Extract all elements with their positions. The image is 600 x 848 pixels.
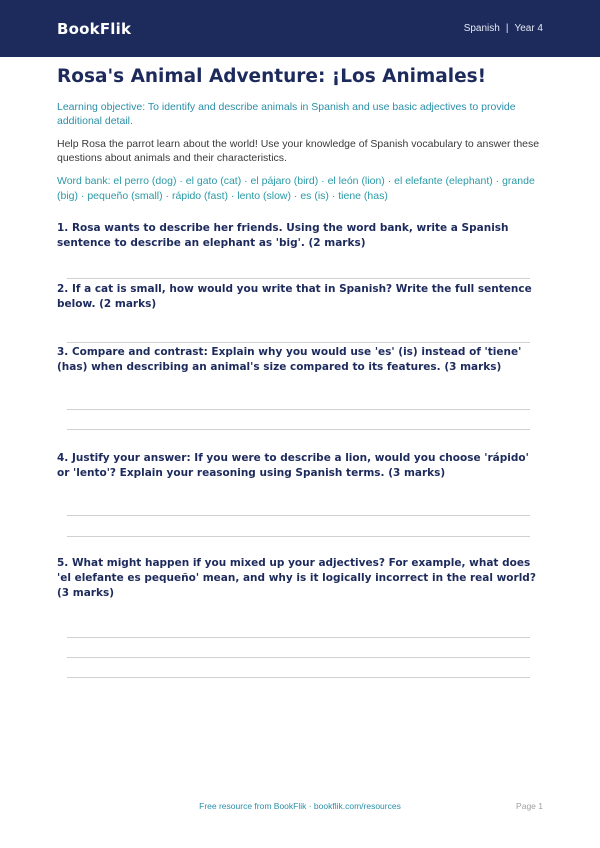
word-bank: Word bank: el perro (dog) · el gato (cat) · el pájaro (bird) · el león (lion) · el elefante (elephant) · grande (big) · pequeño (small) · rápido (fast) · lento (slow) · es (is) · tiene (has) <box>57 175 535 202</box>
learning-objective: Learning objective: To identify and describe animals in Spanish and use basic adjectives to provide additional detail. <box>57 101 516 127</box>
question-3: 3. Compare and contrast: Explain why you would use 'es' (is) instead of 'tiene' (has) when describing an animal's size compared to its features. (3 marks) <box>57 346 522 373</box>
subject-label: Spanish <box>463 23 500 34</box>
question-4: 4. Justify your answer: If you were to describe a lion, would you choose 'rápido' or 'lento'? Explain your reasoning using Spanish terms. (3 marks) <box>57 452 529 479</box>
worksheet-content <box>57 66 544 678</box>
page-footer <box>0 801 600 815</box>
question-2: 2. If a cat is small, how would you write that in Spanish? Write the full sentence below. (2 marks) <box>57 283 532 310</box>
meta-separator: | <box>505 23 509 34</box>
question-1: 1. Rosa wants to describe her friends. Using the word bank, write a Spanish sentence to describe an elephant as 'big'. (2 marks) <box>57 222 509 249</box>
question-5: 5. What might happen if you mixed up your adjectives? For example, what does 'el elefante es pequeño' mean, and why is it logically incorrect in the real world? (3 marks) <box>57 557 536 599</box>
page-header <box>0 0 600 57</box>
page-number: Page 1 <box>516 801 543 811</box>
year-label: Year 4 <box>514 23 543 34</box>
answer-line[interactable] <box>67 677 530 678</box>
intro-text: Help Rosa the parrot learn about the world! Use your knowledge of Spanish vocabulary to answer these questions about animals and their characteristics. <box>57 138 540 164</box>
brand-logo: BookFlik <box>57 19 132 38</box>
footer-resource-link[interactable]: Free resource from BookFlik · bookflik.com/resources <box>199 801 401 811</box>
page-title: Rosa's Animal Adventure: ¡Los Animales! <box>57 66 487 87</box>
subject-meta <box>464 23 543 34</box>
